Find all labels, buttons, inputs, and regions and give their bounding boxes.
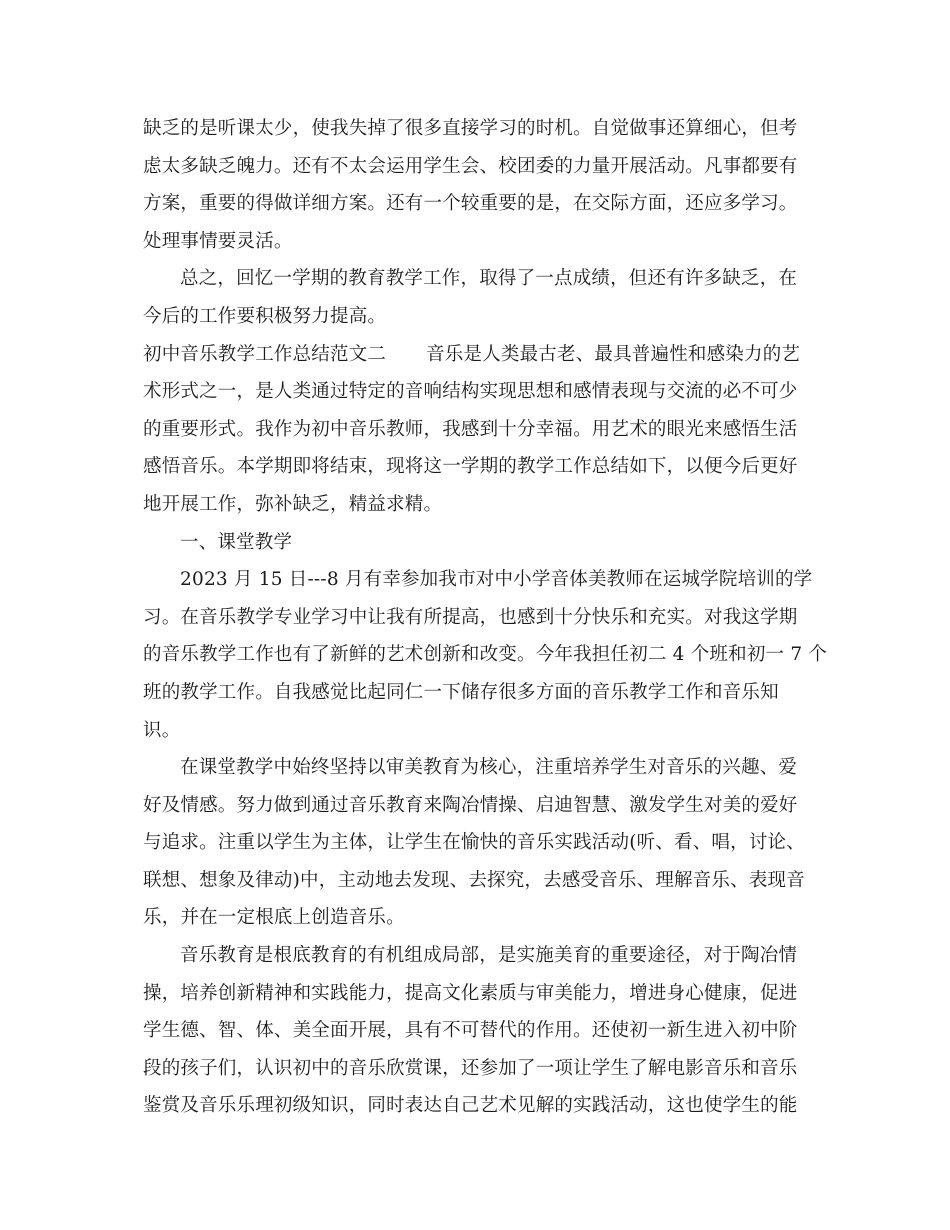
subheading: 一、课堂教学 [180, 531, 293, 553]
section-intro-text: 音乐是人类最古老、最具普遍性和感染力的艺 [426, 343, 801, 365]
text-line: 在课堂教学中始终坚持以审美教育为核心，注重培养学生对音乐的兴趣、爱 [180, 757, 798, 779]
text-line: 的重要形式。我作为初中音乐教师，我感到十分幸福。用艺术的眼光来感悟生活 [143, 418, 798, 440]
text-line: 与追求。注重以学生为主体，让学生在愉快的音乐实践活动(听、看、唱，讨论、 [143, 832, 805, 854]
text-line: 段的孩子们，认识初中的音乐欣赏课，还参加了一项让学生了解电影音乐和音乐 [143, 1057, 798, 1079]
section-heading-line [143, 336, 815, 374]
text-line: 班的教学工作。自我感觉比起同仁一下储存很多方面的音乐教学工作和音乐知 [143, 681, 779, 703]
text-line: 操，培养创新精神和实践能力，提高文化素质与审美能力，增进身心健康，促进 [143, 982, 798, 1004]
text-line: 音乐教育是根底教育的有机组成局部，是实施美育的重要途径，对于陶冶情 [180, 945, 798, 967]
text-line: 鉴赏及音乐乐理初级知识，同时表达自己艺术见解的实践活动，这也使学生的能 [143, 1095, 798, 1117]
text-line: 地开展工作，弥补缺乏，精益求精。 [143, 493, 443, 515]
text-line: 联想、想象及律动)中，主动地去发现、去探究，去感受音乐、理解音乐、表现音 [143, 869, 805, 891]
text-line: 今后的工作要积极努力提高。 [143, 305, 387, 327]
text-line: 识。 [143, 719, 181, 741]
text-line: 缺乏的是听课太少，使我失掉了很多直接学习的时机。自觉做事还算细心，但考 [143, 118, 798, 139]
text-line: 术形式之一，是人类通过特定的音响结构实现思想和感情表现与交流的必不可少 [143, 381, 798, 403]
text-line: 虑太多缺乏魄力。还有不太会运用学生会、校团委的力量开展活动。凡事都要有 [143, 155, 798, 177]
text-line: 方案，重要的得做详细方案。还有一个较重要的是，在交际方面，还应多学习。 [143, 193, 798, 215]
text-line: 习。在音乐教学专业学习中让我有所提高，也感到十分快乐和充实。对我这学期 [143, 606, 798, 628]
text-line: 的音乐教学工作也有了新鲜的艺术创新和改变。今年我担任初二 4 个班和初一 7 个 [143, 644, 828, 666]
text-line: 感悟音乐。本学期即将结束，现将这一学期的教学工作总结如下，以便今后更好 [143, 456, 798, 478]
text-line: 总之，回忆一学期的教育教学工作，取得了一点成绩，但还有许多缺乏，在 [180, 268, 798, 290]
section-heading: 初中音乐教学工作总结范文二 [143, 343, 387, 365]
text-line: 乐，并在一定根底上创造音乐。 [143, 907, 405, 929]
text-line: 2023 月 15 日---8 月有幸参加我市对中小学音体美教师在运城学院培训的学 [180, 569, 813, 591]
text-line: 学生德、智、体、美全面开展，具有不可替代的作用。还使初一新生进入初中阶 [143, 1020, 798, 1042]
text-line: 好及情感。努力做到通过音乐教育来陶冶情操、启迪智慧、激发学生对美的爱好 [143, 794, 798, 816]
document-page [143, 110, 828, 1125]
text-line: 处理事情要灵活。 [143, 230, 293, 252]
